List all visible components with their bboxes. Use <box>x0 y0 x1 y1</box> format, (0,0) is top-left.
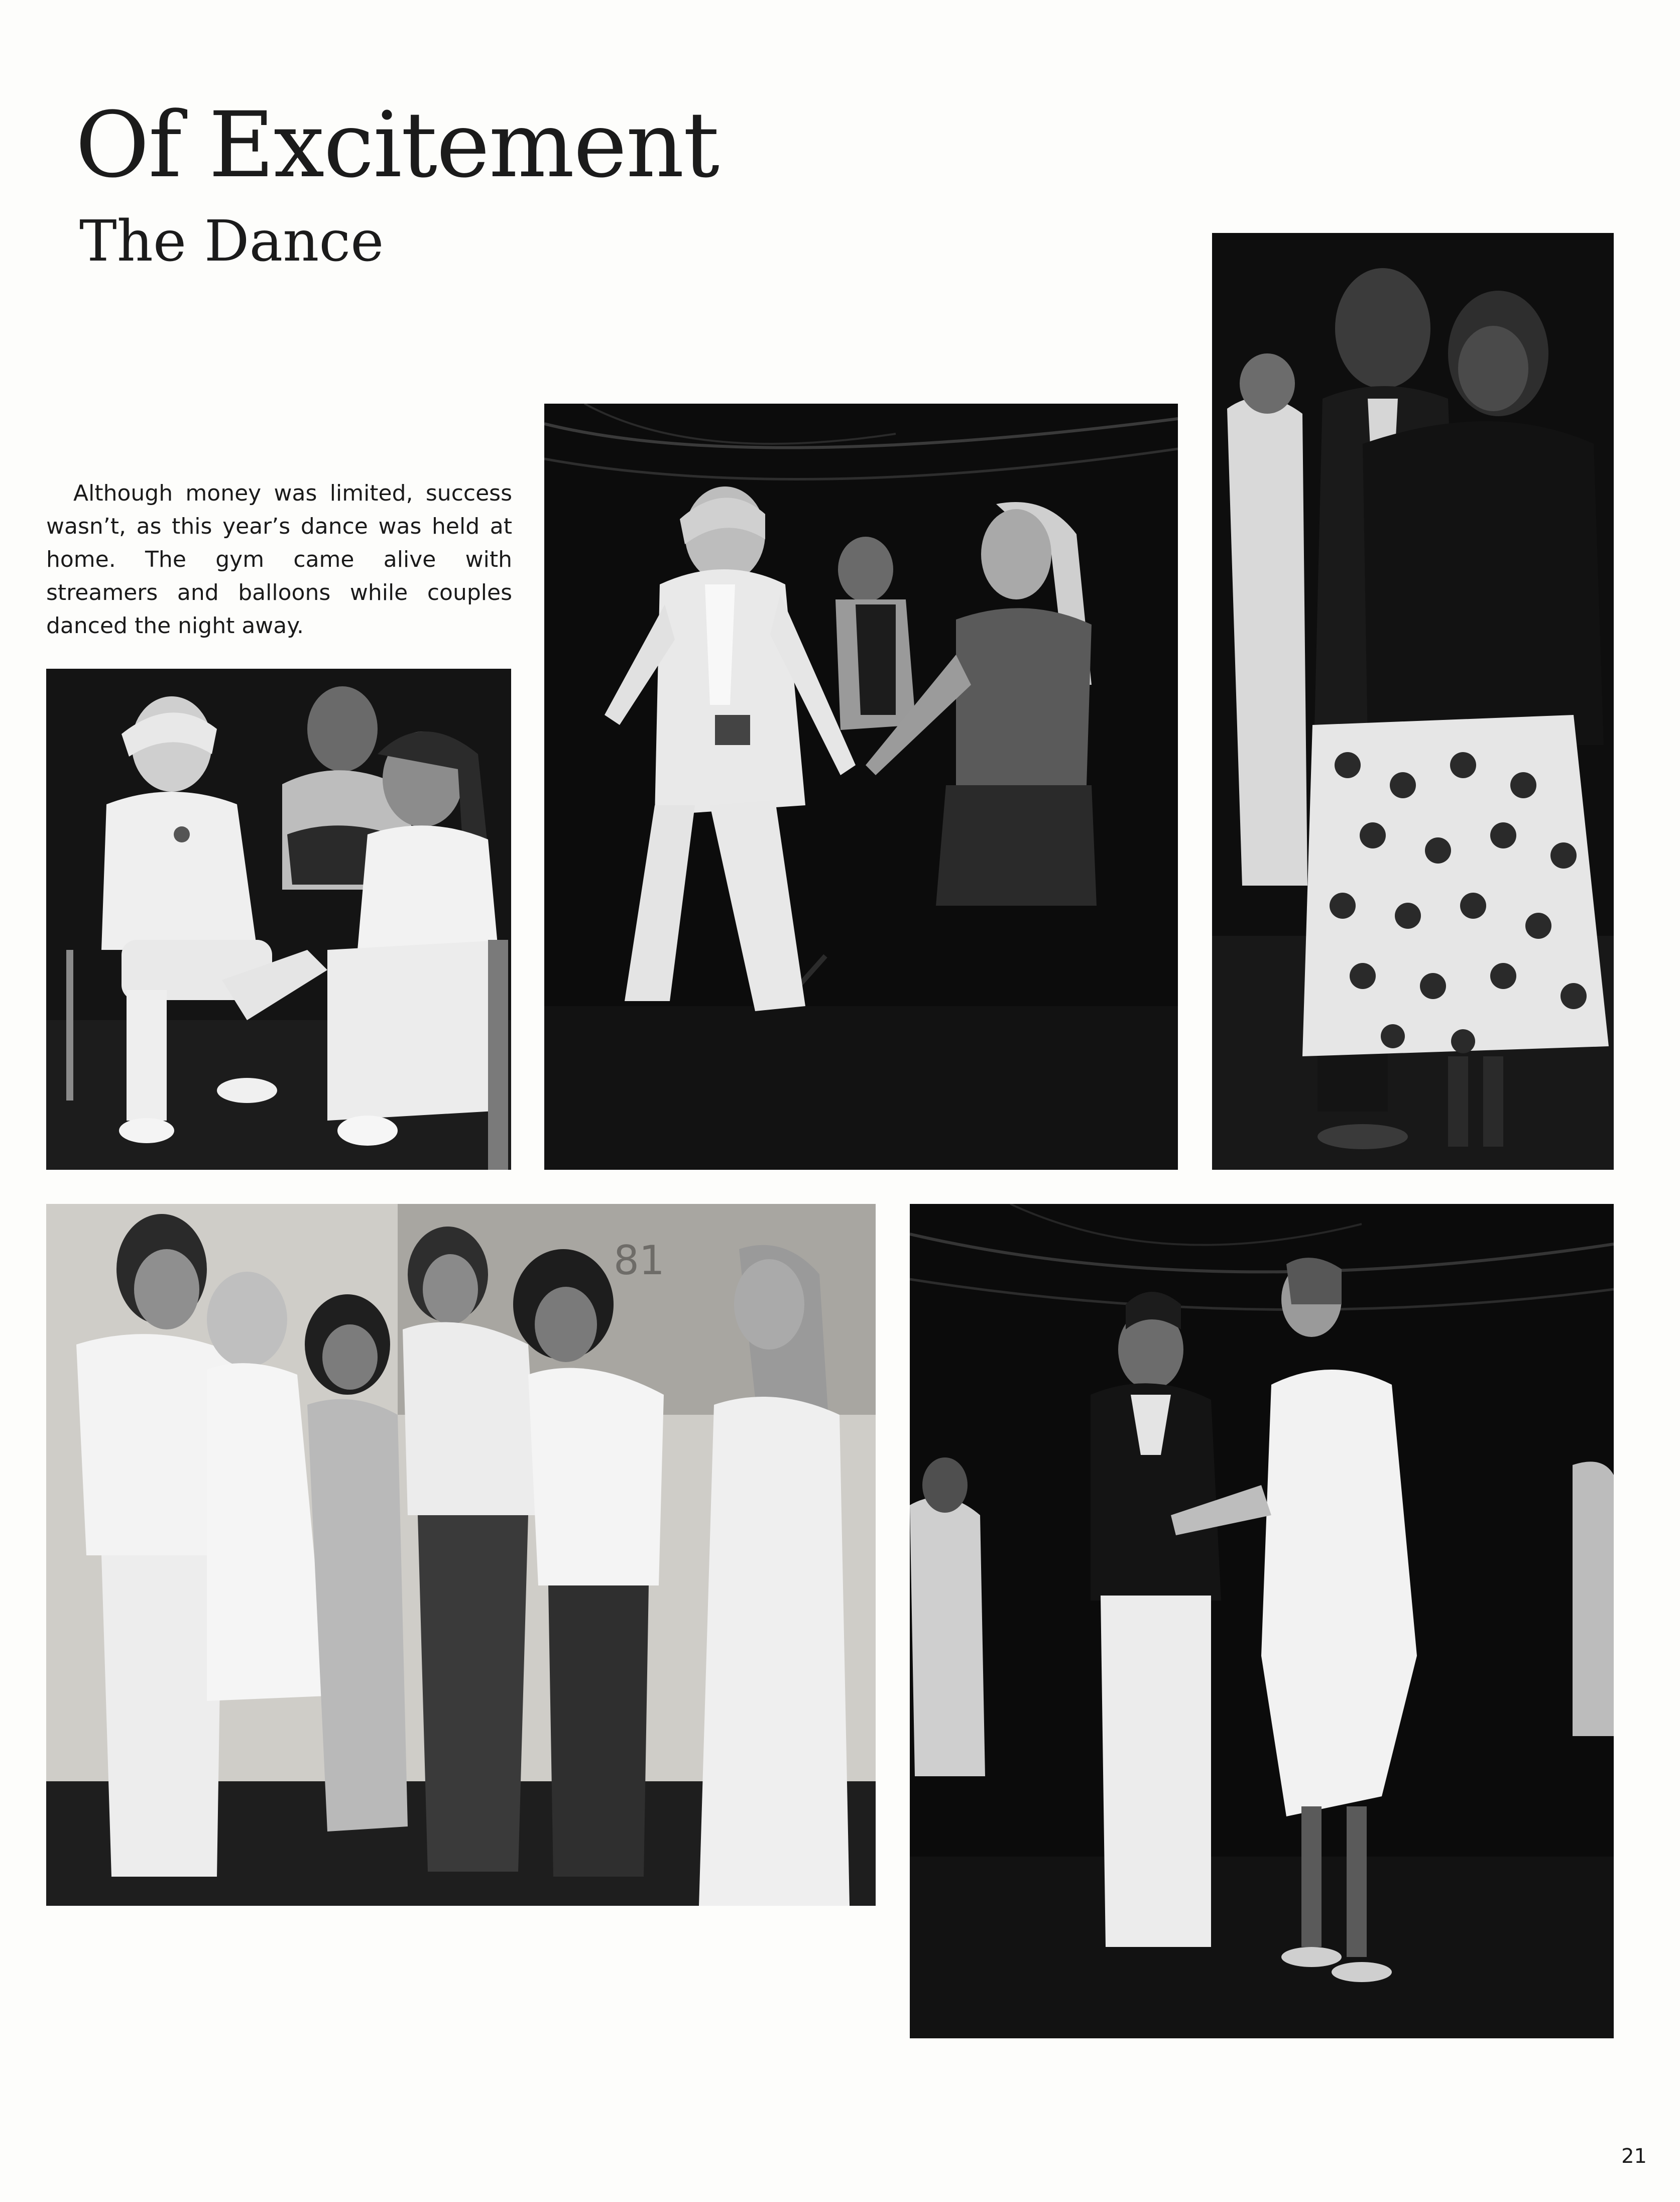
photo-dancing-couple-white-tux-art <box>544 404 1178 1170</box>
photo-seated-couple <box>46 669 511 1170</box>
photo-slow-dance-couple-art <box>1212 233 1614 1170</box>
photo-group-of-friends <box>46 1204 876 1906</box>
photo-seated-couple-art <box>46 669 511 1170</box>
page-number: 21 <box>1621 2145 1647 2168</box>
page-title: Of Excitement <box>75 93 719 198</box>
caption-text: Although money was limited, success wasn’t, as this year’s dance was held at home. The gym came alive with streamers and balloons while couples danced the night away. <box>46 480 512 639</box>
photo-group-of-friends-art <box>46 1204 876 1906</box>
photo-couple-dancing-dark-floor <box>910 1204 1614 2038</box>
page-subtitle: The Dance <box>79 209 384 274</box>
wall-banner-number: 81 <box>614 1237 665 1284</box>
photo-dancing-couple-white-tux <box>544 404 1178 1170</box>
photo-couple-dancing-dark-floor-art <box>910 1204 1614 2038</box>
photo-slow-dance-couple <box>1212 233 1614 1170</box>
